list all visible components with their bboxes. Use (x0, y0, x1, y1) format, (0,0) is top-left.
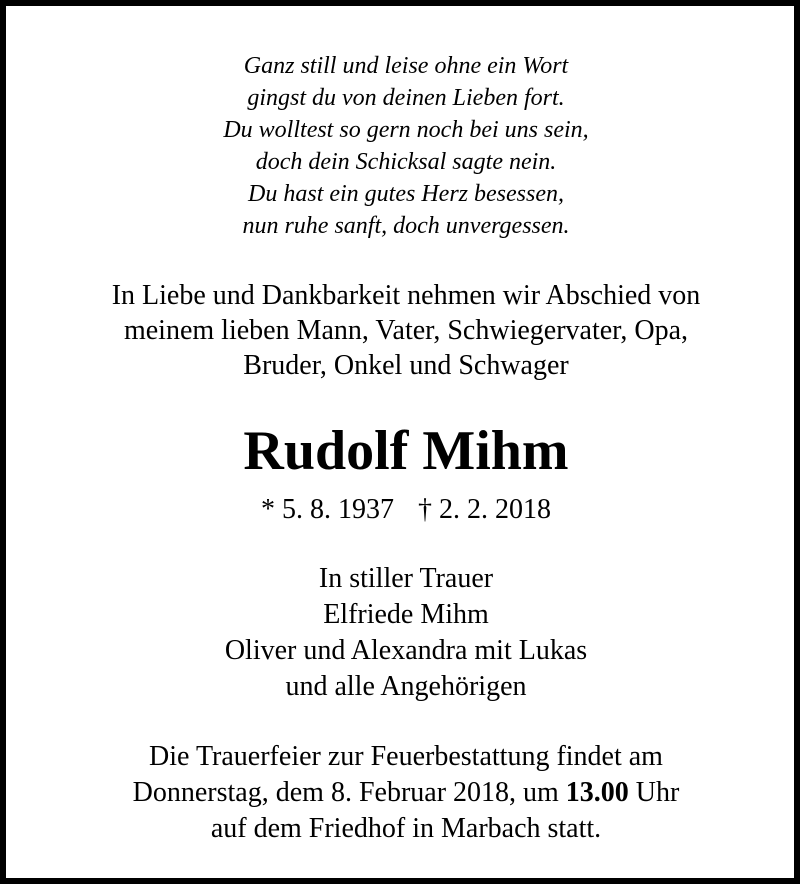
death-date: † 2. 2. 2018 (418, 494, 551, 525)
memorial-poem (6, 50, 800, 242)
mourner-line: Oliver und Alexandra mit Lukas (224, 635, 588, 666)
mourners-list (6, 561, 800, 705)
service-line: auf dem Friedhof in Marbach statt. (210, 813, 602, 844)
poem-line: nun ruhe sanft, doch unvergessen. (242, 213, 570, 239)
mourner-line: und alle Angehörigen (285, 671, 527, 702)
poem-line: Ganz still und leise ohne ein Wort (243, 53, 569, 79)
service-line (6, 775, 800, 811)
deceased-name: Rudolf Mihm (243, 420, 569, 482)
poem-line: doch dein Schicksal sagte nein. (255, 149, 557, 175)
intro-line: In Liebe und Dankbarkeit nehmen wir Abschied von (111, 280, 701, 311)
farewell-intro (6, 278, 800, 383)
birth-date: * 5. 8. 1937 (261, 494, 394, 525)
intro-line: meinem lieben Mann, Vater, Schwiegervater, Opa, (123, 315, 689, 346)
service-line: Die Trauerfeier zur Feuerbestattung findet am (149, 741, 663, 772)
funeral-service-info (6, 739, 800, 847)
life-dates (6, 492, 800, 528)
mourner-line: Elfriede Mihm (323, 599, 489, 630)
mourner-line: In stiller Trauer (318, 563, 494, 594)
poem-line: gingst du von deinen Lieben fort. (247, 85, 565, 111)
service-time-unit: Uhr (628, 777, 680, 808)
service-time: 13.00 (565, 777, 629, 808)
service-date-text: Donnerstag, dem 8. Februar 2018, um (132, 777, 566, 808)
poem-line: Du wolltest so gern noch bei uns sein, (223, 117, 589, 143)
poem-line: Du hast ein gutes Herz besessen, (248, 181, 564, 207)
intro-line: Bruder, Onkel und Schwager (243, 350, 569, 381)
